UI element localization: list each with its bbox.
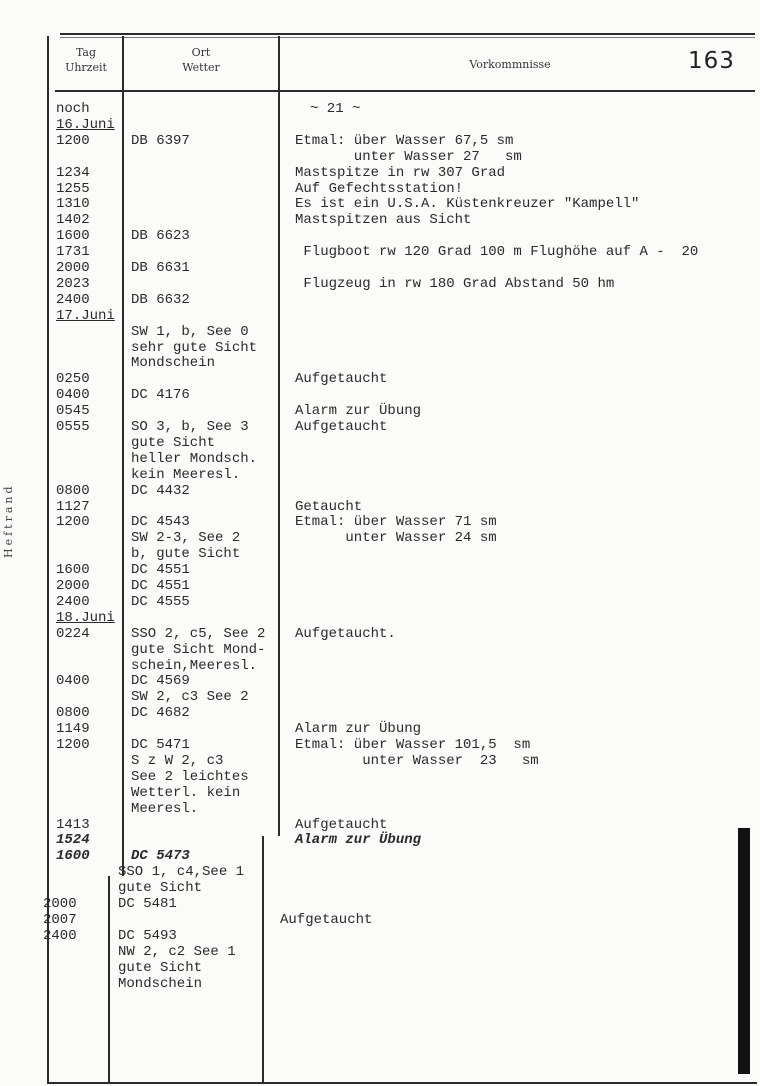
log-place: DC 4551 <box>131 562 190 578</box>
top-rule-thin <box>60 37 755 38</box>
log-time: 1149 <box>56 721 90 737</box>
log-row <box>0 212 760 228</box>
log-row <box>0 514 760 530</box>
log-event: Alarm zur Übung <box>295 832 422 848</box>
log-place: DC 4569 <box>131 673 190 689</box>
log-row <box>0 848 760 864</box>
header-place: Ort <box>191 46 211 59</box>
log-time: 2023 <box>56 276 90 292</box>
log-time: 16.Juni <box>56 117 115 133</box>
log-row <box>0 705 760 721</box>
log-row <box>0 594 760 610</box>
log-place: DB 6631 <box>131 260 190 276</box>
log-place: SW 1, b, See 0 <box>131 324 249 340</box>
log-row <box>0 880 760 896</box>
log-row <box>0 308 760 324</box>
log-row <box>0 530 760 546</box>
log-row <box>0 133 760 149</box>
log-place: DC 5471 <box>131 737 190 753</box>
log-event: unter Wasser 24 sm <box>295 530 497 546</box>
log-row <box>0 817 760 833</box>
log-time: 1200 <box>56 133 90 149</box>
header-day: Tag <box>75 46 97 59</box>
log-place: DC 4551 <box>131 578 190 594</box>
log-row <box>0 149 760 165</box>
log-row <box>0 944 760 960</box>
log-place: DC 5481 <box>118 896 177 912</box>
log-event: Aufgetaucht <box>280 912 373 928</box>
log-row <box>0 769 760 785</box>
log-row <box>0 165 760 181</box>
log-row <box>0 244 760 260</box>
log-place: NW 2, c2 See 1 <box>118 944 236 960</box>
log-row <box>0 499 760 515</box>
log-row <box>0 435 760 451</box>
log-time: 1234 <box>56 165 90 181</box>
log-time: 1731 <box>56 244 90 260</box>
log-time: 2000 <box>43 896 77 912</box>
log-time: 0400 <box>56 673 90 689</box>
log-row <box>0 578 760 594</box>
log-row <box>0 785 760 801</box>
log-place: DB 6397 <box>131 133 190 149</box>
log-row <box>0 864 760 880</box>
log-place: gute Sicht <box>118 880 203 896</box>
log-event: Etmal: über Wasser 101,5 sm <box>295 737 531 753</box>
log-place: Wetterl. kein <box>131 785 241 801</box>
log-time: 2000 <box>56 578 90 594</box>
log-time: 2007 <box>43 912 77 928</box>
log-place: DC 4432 <box>131 483 190 499</box>
log-row <box>0 324 760 340</box>
log-place: b, gute Sicht <box>131 546 241 562</box>
log-row <box>0 260 760 276</box>
log-row <box>0 467 760 483</box>
log-time: 2000 <box>56 260 90 276</box>
log-time: 0800 <box>56 705 90 721</box>
log-time: 1402 <box>56 212 90 228</box>
log-time: 0400 <box>56 387 90 403</box>
log-event: Getaucht <box>295 499 363 515</box>
log-time: 0545 <box>56 403 90 419</box>
log-place: DB 6623 <box>131 228 190 244</box>
log-place: SSO 1, c4,See 1 <box>118 864 245 880</box>
log-event: Flugboot rw 120 Grad 100 m Flughöhe auf A - 20 <box>295 244 699 260</box>
log-time: 1200 <box>56 514 90 530</box>
log-place: See 2 leichtes <box>131 769 249 785</box>
log-place: DC 5473 <box>131 848 190 864</box>
log-time: 1127 <box>56 499 90 515</box>
log-event: Etmal: über Wasser 67,5 sm <box>295 133 514 149</box>
log-row <box>0 721 760 737</box>
log-row <box>0 928 760 944</box>
log-event: Es ist ein U.S.A. Küstenkreuzer "Kampell" <box>295 196 640 212</box>
log-place: Mondschein <box>118 976 203 992</box>
log-row <box>0 753 760 769</box>
log-row <box>0 562 760 578</box>
log-row <box>0 355 760 371</box>
log-event: Aufgetaucht. <box>295 626 396 642</box>
log-place: schein,Meeresl. <box>131 658 258 674</box>
log-row <box>0 387 760 403</box>
log-time: 0224 <box>56 626 90 642</box>
log-place: sehr gute Sicht <box>131 340 258 356</box>
log-row <box>0 832 760 848</box>
log-row <box>0 181 760 197</box>
log-time: 1600 <box>56 228 90 244</box>
margin-label: Heftrand <box>2 483 15 558</box>
log-place: DC 4176 <box>131 387 190 403</box>
log-event: Alarm zur Übung <box>295 721 422 737</box>
log-row <box>0 673 760 689</box>
log-row <box>0 228 760 244</box>
header-weather: Wetter <box>182 61 220 74</box>
log-event: Aufgetaucht <box>295 371 388 387</box>
log-place: gute Sicht Mond- <box>131 642 266 658</box>
page-number: 163 <box>688 48 735 74</box>
log-time: 1310 <box>56 196 90 212</box>
log-row <box>0 658 760 674</box>
header-time: Uhrzeit <box>65 61 107 74</box>
bottom-rule <box>47 1082 757 1084</box>
top-rule <box>60 33 755 35</box>
log-event: Alarm zur Übung <box>295 403 422 419</box>
log-row <box>0 451 760 467</box>
log-event: Aufgetaucht <box>295 419 388 435</box>
log-event: unter Wasser 27 sm <box>295 149 522 165</box>
log-time: 1255 <box>56 181 90 197</box>
log-row <box>0 419 760 435</box>
log-place: S z W 2, c3 <box>131 753 224 769</box>
header-place-weather <box>128 45 274 75</box>
log-row <box>0 610 760 626</box>
log-row <box>0 196 760 212</box>
log-row <box>0 912 760 928</box>
log-time: 18.Juni <box>56 610 115 626</box>
log-place: DC 4555 <box>131 594 190 610</box>
log-event: Auf Gefechtsstation! <box>295 181 464 197</box>
log-row <box>0 340 760 356</box>
log-row <box>0 483 760 499</box>
edge-blot <box>738 828 750 1074</box>
log-row <box>0 689 760 705</box>
log-event: Etmal: über Wasser 71 sm <box>295 514 497 530</box>
log-place: DC 4682 <box>131 705 190 721</box>
log-event: Mastspitze in rw 307 Grad <box>295 165 506 181</box>
log-place: SW 2-3, See 2 <box>131 530 241 546</box>
log-row <box>0 117 760 133</box>
log-time: 1200 <box>56 737 90 753</box>
header-events: Vorkommnisse <box>469 58 551 71</box>
log-time: 2400 <box>56 292 90 308</box>
log-time: 0250 <box>56 371 90 387</box>
log-event: Aufgetaucht <box>295 817 388 833</box>
log-row <box>0 371 760 387</box>
log-time: 0800 <box>56 483 90 499</box>
log-row <box>0 101 760 117</box>
log-place: kein Meeresl. <box>131 467 241 483</box>
log-place: Meeresl. <box>131 801 199 817</box>
log-time: 1600 <box>56 562 90 578</box>
log-row <box>0 960 760 976</box>
page-marker: ~ 21 ~ <box>310 101 361 117</box>
log-time: 2400 <box>56 594 90 610</box>
log-place: DC 4543 <box>131 514 190 530</box>
log-row <box>0 403 760 419</box>
log-row <box>0 626 760 642</box>
header-bottom-rule <box>55 90 755 92</box>
log-place: gute Sicht <box>118 960 203 976</box>
log-row <box>0 276 760 292</box>
log-event: Flugzeug in rw 180 Grad Abstand 50 hm <box>295 276 615 292</box>
log-place: DB 6632 <box>131 292 190 308</box>
log-time: 0555 <box>56 419 90 435</box>
log-row <box>0 737 760 753</box>
log-time: 1600 <box>56 848 90 864</box>
log-time: noch <box>56 101 90 117</box>
log-place: SSO 2, c5, See 2 <box>131 626 266 642</box>
log-row <box>0 292 760 308</box>
log-event: unter Wasser 23 sm <box>295 753 539 769</box>
log-time: 17.Juni <box>56 308 115 324</box>
log-place: gute Sicht <box>131 435 216 451</box>
log-row <box>0 546 760 562</box>
log-time: 1413 <box>56 817 90 833</box>
log-place: SO 3, b, See 3 <box>131 419 249 435</box>
log-event: Mastspitzen aus Sicht <box>295 212 472 228</box>
log-row <box>0 896 760 912</box>
log-row <box>0 801 760 817</box>
log-place: Mondschein <box>131 355 216 371</box>
log-time: 2400 <box>43 928 77 944</box>
log-row <box>0 642 760 658</box>
log-place: heller Mondsch. <box>131 451 258 467</box>
log-place: SW 2, c3 See 2 <box>131 689 249 705</box>
log-row <box>0 976 760 992</box>
log-place: DC 5493 <box>118 928 177 944</box>
header-day-time <box>55 45 117 75</box>
log-time: 1524 <box>56 832 90 848</box>
